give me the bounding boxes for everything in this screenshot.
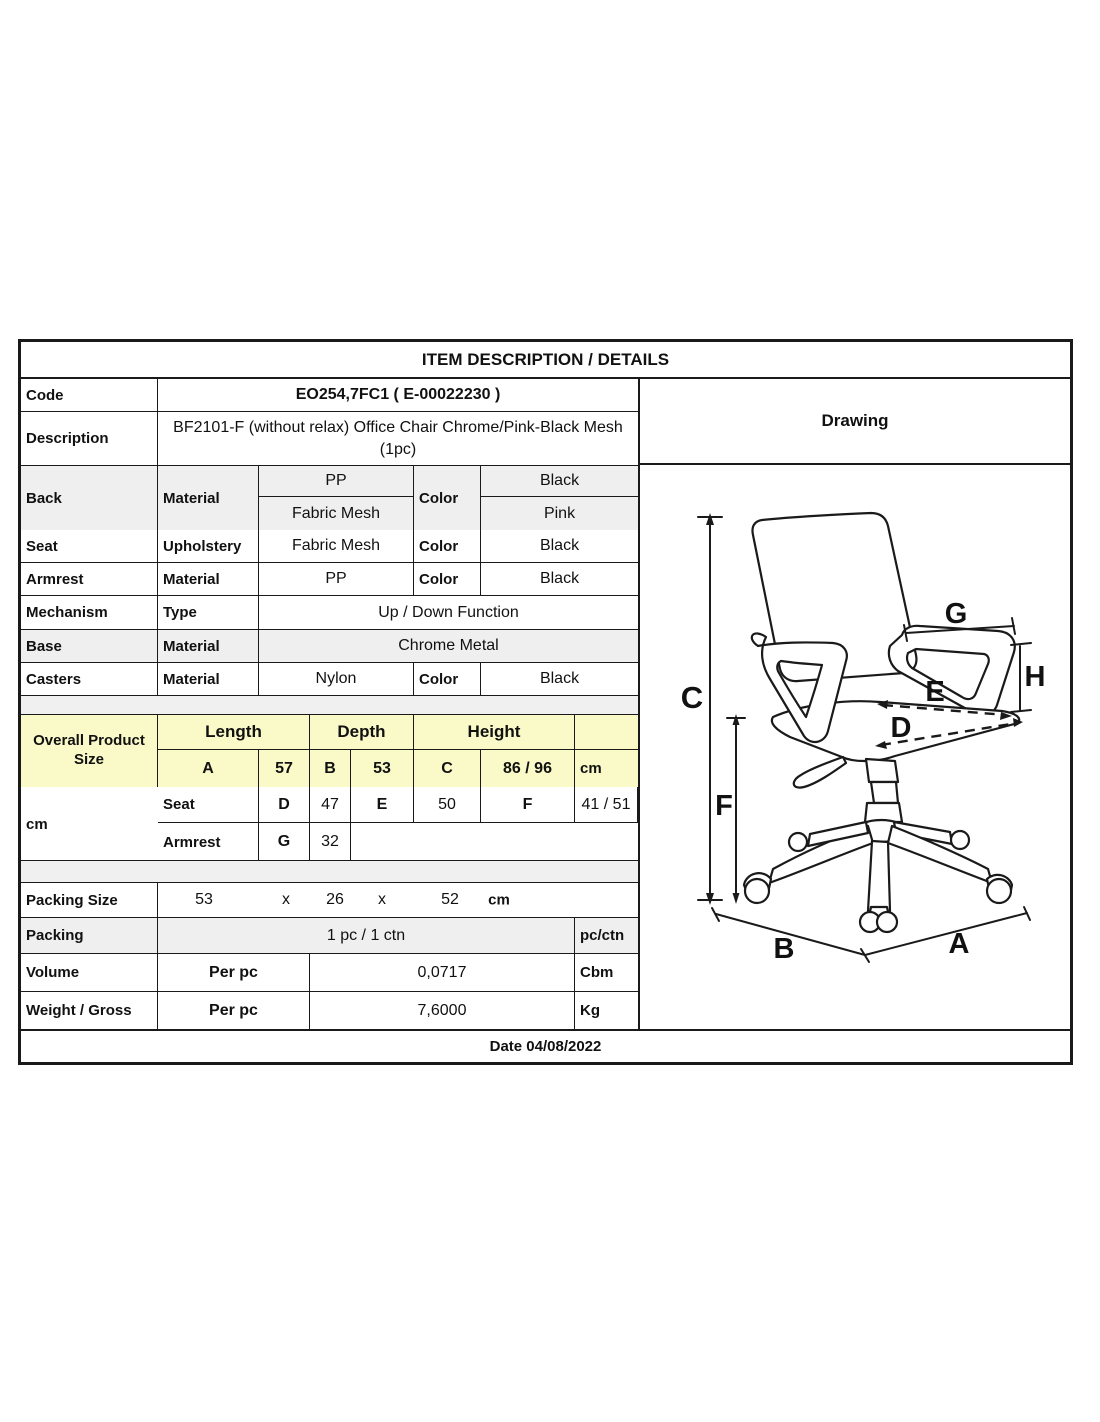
chair-gas-lift: [865, 759, 902, 822]
size-seat-label: Seat: [158, 787, 259, 823]
dim-label-b: B: [773, 933, 795, 965]
size-a-value: 57: [259, 750, 310, 787]
volume-unit: Cbm: [580, 964, 614, 981]
weight-per: Per pc: [158, 992, 310, 1029]
size-f-value: 41 / 51: [575, 787, 638, 823]
packing-dim-3: 52: [441, 891, 459, 908]
packing-size-value: [158, 883, 638, 917]
row-armrest: [21, 563, 638, 596]
row-casters: [21, 663, 638, 696]
armrest-label: Armrest: [21, 563, 158, 595]
back-color-label: Color: [414, 466, 481, 530]
seat-material: Fabric Mesh: [259, 530, 414, 562]
chair-lever: [794, 757, 846, 788]
weight-unit: Kg: [580, 1002, 600, 1019]
packing-label: Packing: [21, 918, 158, 953]
packing-dim-2: 26: [326, 891, 344, 908]
seat-label: Seat: [21, 530, 158, 562]
size-f-key: F: [481, 787, 575, 823]
size-b-value: 53: [351, 750, 414, 787]
size-g-key: G: [259, 823, 310, 861]
casters-color-label: Color: [414, 663, 481, 695]
row-packing: [21, 918, 638, 954]
dim-label-g: G: [944, 598, 968, 630]
back-label: Back: [21, 466, 158, 530]
code-label: Code: [21, 379, 158, 411]
mechanism-attr: Type: [158, 596, 259, 629]
packing-value: 1 pc / 1 ctn: [158, 918, 575, 953]
size-length-header: Length: [158, 715, 310, 750]
seat-attr: Upholstery: [158, 530, 259, 562]
armrest-color: Black: [539, 570, 580, 587]
size-unit: cm: [26, 815, 48, 833]
size-b-key: B: [310, 750, 351, 787]
size-a-key: A: [158, 750, 259, 787]
drawing-area: [640, 465, 1070, 1029]
size-armrest-label: Armrest: [158, 823, 259, 861]
dim-label-e: E: [925, 676, 945, 708]
size-c-value: 86 / 96: [481, 750, 575, 787]
back-attr: Material: [158, 466, 259, 530]
weight-label: Weight / Gross: [21, 992, 158, 1029]
size-g-value: 32: [310, 823, 351, 861]
packing-size-label: Packing Size: [21, 883, 158, 917]
sheet-body: [21, 379, 1070, 1029]
code-value: EO254,7FC1 ( E-00022230 ): [295, 386, 501, 403]
base-value: Chrome Metal: [259, 630, 638, 662]
spec-table: [21, 379, 638, 1029]
packing-dim-1: 53: [195, 891, 213, 908]
row-description: [21, 412, 638, 466]
row-code: [21, 379, 638, 412]
chair-drawing: [640, 465, 1070, 1027]
chair-right-armrest: [889, 626, 1015, 716]
casters-material: Nylon: [259, 663, 414, 695]
row-back: [21, 466, 638, 530]
size-c-key: C: [414, 750, 481, 787]
row-weight: [21, 992, 638, 1029]
armrest-color-label: Color: [414, 563, 481, 595]
volume-label: Volume: [21, 954, 158, 991]
back-color-2: Pink: [481, 497, 638, 530]
dim-label-a: A: [948, 928, 970, 960]
section-spacer: [21, 861, 638, 883]
size-d-key: D: [259, 787, 310, 823]
size-e-key: E: [351, 787, 414, 823]
back-material-2: Fabric Mesh: [259, 497, 414, 530]
drawing-title: Drawing: [640, 379, 1070, 465]
volume-value: 0,0717: [310, 954, 575, 991]
section-spacer: [21, 696, 638, 715]
weight-value: 7,6000: [310, 992, 575, 1029]
back-material-1: PP: [259, 466, 414, 497]
size-label: Overall Product Size: [21, 715, 158, 787]
size-e-value: 50: [414, 787, 481, 823]
volume-per: Per pc: [158, 954, 310, 991]
row-volume: [21, 954, 638, 992]
seat-color-label: Color: [414, 530, 481, 562]
armrest-material: PP: [259, 563, 414, 595]
packing-sep-2: x: [378, 891, 386, 908]
packing-unit: pc/ctn: [575, 918, 638, 953]
base-attr: Material: [158, 630, 259, 662]
size-overall-unit: cm: [575, 750, 638, 787]
row-seat: [21, 530, 638, 563]
dim-label-d: D: [890, 712, 912, 744]
row-seat-armrest-dims: [21, 787, 638, 861]
casters-color: Black: [539, 670, 580, 687]
size-depth-header: Depth: [310, 715, 414, 750]
size-header-blank: [575, 715, 638, 750]
base-label: Base: [21, 630, 158, 662]
description-value: BF2101-F (without relax) Office Chair Chrome/Pink-Black Mesh (1pc): [173, 418, 623, 458]
row-base: [21, 630, 638, 663]
mechanism-value: Up / Down Function: [378, 603, 519, 621]
row-packing-size: [21, 883, 638, 918]
armrest-attr: Material: [158, 563, 259, 595]
casters-attr: Material: [158, 663, 259, 695]
seat-color: Black: [539, 537, 580, 554]
packing-size-unit: cm: [488, 891, 510, 909]
sheet-title: ITEM DESCRIPTION / DETAILS: [21, 342, 1070, 379]
row-size-header: [21, 715, 638, 787]
footer-date: Date 04/08/2022: [21, 1029, 1070, 1062]
drawing-column: [638, 379, 1070, 1029]
mechanism-label: Mechanism: [21, 596, 158, 629]
dim-label-c: C: [680, 680, 704, 715]
description-label: Description: [21, 412, 158, 465]
dim-label-f: F: [715, 790, 733, 822]
size-d-value: 47: [310, 787, 351, 823]
dim-label-h: H: [1024, 661, 1046, 693]
spec-sheet: [18, 339, 1073, 1065]
casters-label: Casters: [21, 663, 158, 695]
back-color-1: Black: [481, 466, 638, 497]
packing-sep-1: x: [282, 891, 290, 908]
size-height-header: Height: [414, 715, 575, 750]
row-mechanism: [21, 596, 638, 630]
